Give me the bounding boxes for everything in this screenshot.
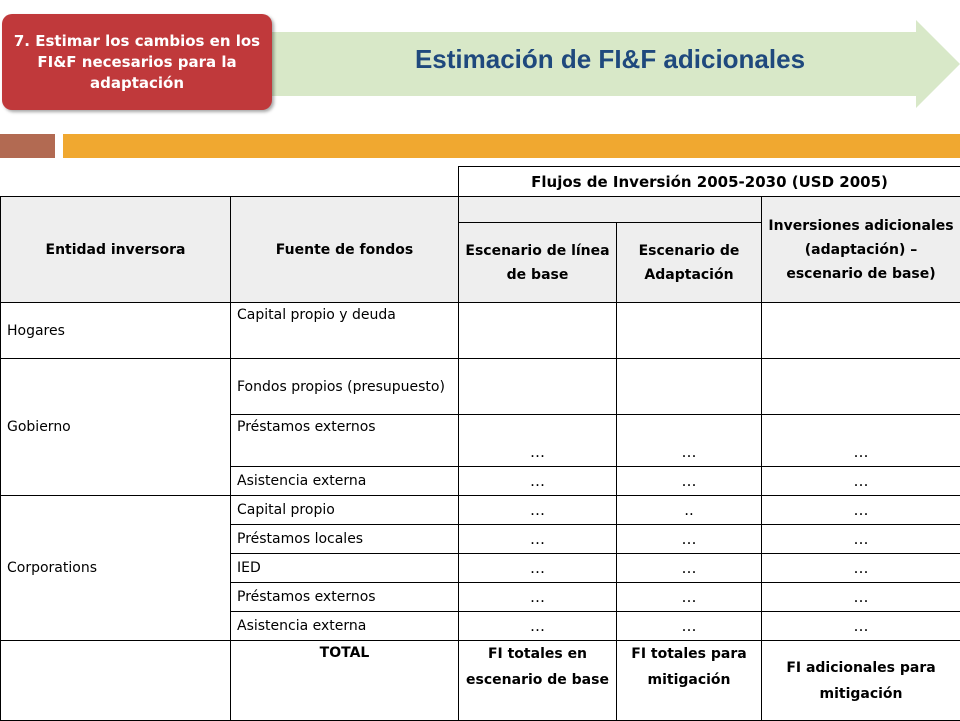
adaptation-cell: … (617, 612, 762, 641)
additional-cell: … (762, 583, 960, 612)
source-cell: Préstamos externos (231, 415, 459, 467)
adaptation-cell (617, 303, 762, 359)
adaptation-cell: … (617, 583, 762, 612)
col-header-baseline: Escenario de línea de base (459, 223, 617, 303)
adaptation-cell: … (617, 525, 762, 554)
source-cell: Asistencia externa (231, 467, 459, 496)
source-cell: Capital propio y deuda (231, 303, 459, 359)
divider-bar-left (0, 134, 55, 158)
entity-cell: Hogares (1, 303, 231, 359)
total-adaptation: FI totales para mitigación (617, 641, 762, 721)
additional-cell: … (762, 467, 960, 496)
source-cell: Préstamos locales (231, 525, 459, 554)
source-cell: Préstamos externos (231, 583, 459, 612)
investment-flows-table (0, 166, 960, 721)
additional-cell (762, 359, 960, 415)
total-additional: FI adicionales para mitigación (762, 641, 960, 721)
baseline-cell: … (459, 467, 617, 496)
total-entity-cell (1, 641, 231, 721)
adaptation-cell: … (617, 467, 762, 496)
col-header-adaptation: Escenario de Adaptación (617, 223, 762, 303)
total-label: TOTAL (231, 641, 459, 721)
additional-cell (762, 303, 960, 359)
additional-cell: … (762, 612, 960, 641)
page-title: Estimación de FI&F adicionales (340, 44, 880, 75)
baseline-cell (459, 359, 617, 415)
adaptation-cell: … (617, 554, 762, 583)
adaptation-cell (617, 359, 762, 415)
adaptation-cell: .. (617, 496, 762, 525)
source-cell: IED (231, 554, 459, 583)
super-header: Flujos de Inversión 2005-2030 (USD 2005) (459, 167, 960, 197)
adaptation-cell: … (617, 415, 762, 467)
additional-cell: … (762, 525, 960, 554)
baseline-cell (459, 303, 617, 359)
additional-cell: … (762, 415, 960, 467)
source-cell: Capital propio (231, 496, 459, 525)
baseline-cell: … (459, 583, 617, 612)
baseline-cell: … (459, 525, 617, 554)
divider-bar-right (63, 134, 960, 158)
empty-corner (1, 167, 459, 197)
entity-cell: Corporations (1, 496, 231, 641)
additional-cell: … (762, 496, 960, 525)
baseline-cell: … (459, 496, 617, 525)
total-baseline: FI totales en escenario de base (459, 641, 617, 721)
step-label-box: 7. Estimar los cambios en los FI&F necesarios para la adaptación (2, 14, 272, 110)
col-header-source: Fuente de fondos (231, 197, 459, 303)
baseline-cell: … (459, 554, 617, 583)
col-header-entity: Entidad inversora (1, 197, 231, 303)
baseline-cell: … (459, 612, 617, 641)
entity-cell: Gobierno (1, 359, 231, 496)
additional-cell: … (762, 554, 960, 583)
col-header-scenarios-blank (459, 197, 762, 223)
baseline-cell: … (459, 415, 617, 467)
source-cell: Fondos propios (presupuesto) (231, 359, 459, 415)
source-cell: Asistencia externa (231, 612, 459, 641)
col-header-additional: Inversiones adicionales (adaptación) – escenario de base) (762, 197, 960, 303)
